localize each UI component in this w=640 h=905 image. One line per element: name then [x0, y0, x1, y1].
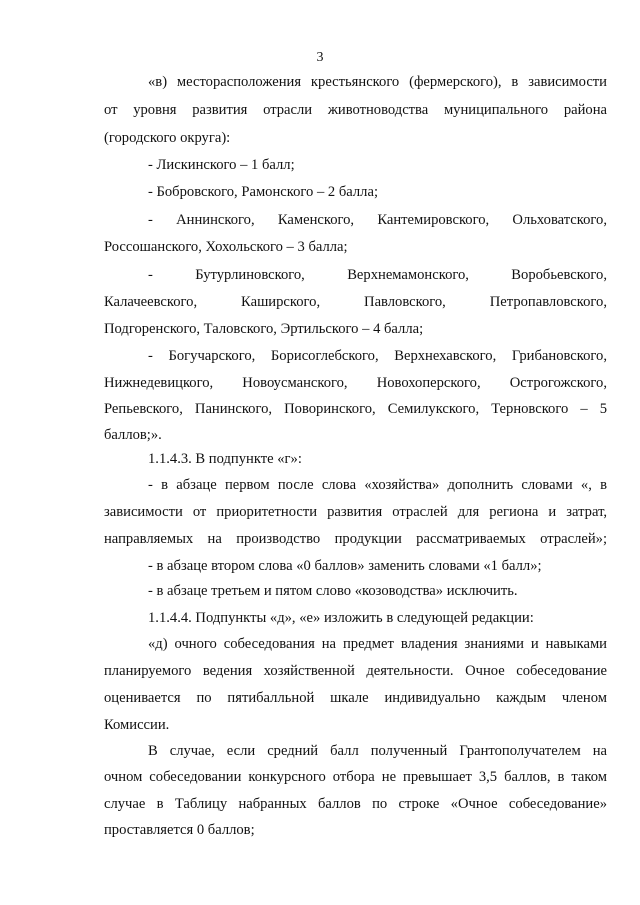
text-line: 1.1.4.4. Подпункты «д», «е» изложить в следующей редакции: [148, 610, 534, 626]
text-line: - в абзаце третьем и пятом слово «козоводства» исключить. [148, 583, 518, 599]
text-line: Россошанского, Хохольского – 3 балла; [104, 239, 348, 255]
text-line: Подгоренского, Таловского, Эртильского – 4 балла; [104, 321, 424, 337]
text-line: - Бобровского, Рамонского – 2 балла; [148, 184, 378, 200]
text-line: планируемого ведения хозяйственной деятельности. Очное собеседование [104, 663, 607, 679]
text-line: - Бутурлиновского, Верхнемамонского, Воробьевского, [148, 267, 607, 283]
text-line: «д) очного собеседования на предмет владения знаниями и навыками [148, 636, 607, 652]
text-line: Комиссии. [104, 717, 170, 733]
text-line: «в) месторасположения крестьянского (фермерского), в зависимости [148, 74, 607, 90]
text-line: от уровня развития отрасли животноводства муниципального района [104, 102, 607, 118]
page-number: 3 [316, 50, 324, 65]
text-line: - Аннинского, Каменского, Кантемировского, Ольховатского, [148, 212, 607, 228]
text-line: В случае, если средний балл полученный Грантополучателем на [148, 743, 607, 759]
text-line: баллов;». [104, 427, 162, 443]
text-line: проставляется 0 баллов; [104, 822, 255, 838]
text-line: зависимости от приоритетности развития отраслей для региона и затрат, [104, 504, 607, 520]
text-line: (городского округа): [104, 130, 231, 146]
text-line: Калачеевского, Каширского, Павловского, Петропавловского, [104, 294, 607, 310]
text-line: Репьевского, Панинского, Поворинского, Семилукского, Терновского – 5 [104, 401, 607, 417]
text-line: оценивается по пятибалльной шкале индивидуально каждым членом [104, 690, 607, 706]
text-line: - Богучарского, Борисоглебского, Верхнехавского, Грибановского, [148, 348, 607, 364]
text-line: - Лискинского – 1 балл; [148, 157, 295, 173]
text-line: Нижнедевицкого, Новоусманского, Новохоперского, Острогожского, [104, 375, 607, 391]
text-line: - в абзаце втором слова «0 баллов» заменить словами «1 балл»; [148, 558, 542, 574]
text-line: очном собеседовании конкурсного отбора не превышает 3,5 баллов, в таком [104, 769, 607, 785]
text-line: направляемых на производство продукции рассматриваемых отраслей»; [104, 531, 607, 547]
text-line: 1.1.4.3. В подпункте «г»: [148, 451, 302, 467]
text-line: - в абзаце первом после слова «хозяйства» дополнить словами «, в [148, 477, 607, 493]
text-line: случае в Таблицу набранных баллов по строке «Очное собеседование» [104, 796, 607, 812]
